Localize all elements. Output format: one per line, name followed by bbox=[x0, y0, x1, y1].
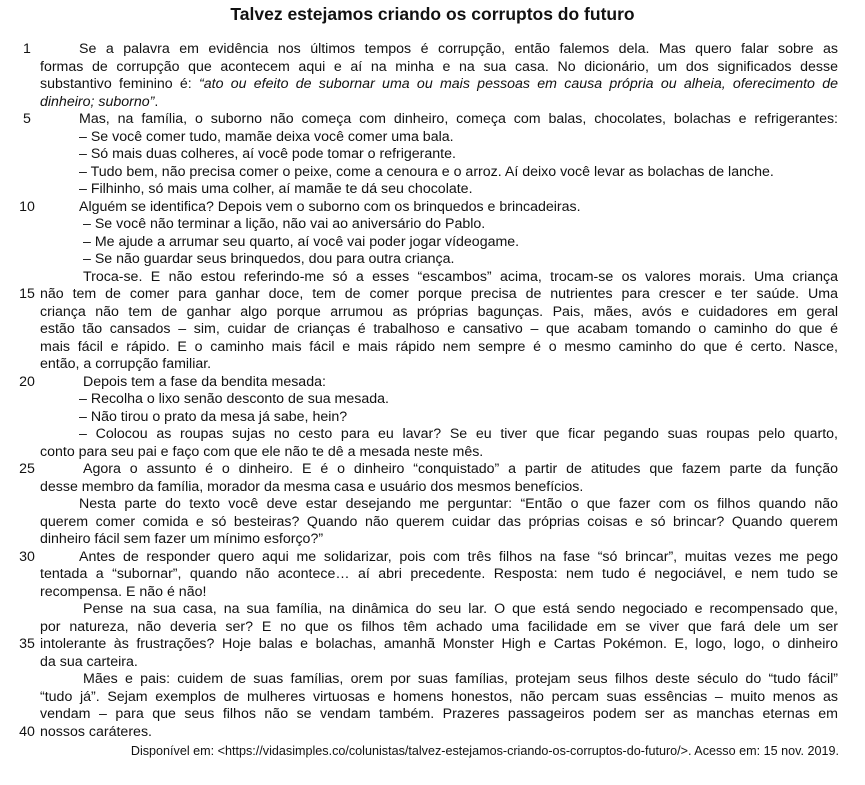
text-line bbox=[79, 129, 454, 147]
line-text: Depois tem a fase da bendita mesada: bbox=[83, 373, 326, 390]
line-number: 10 bbox=[19, 198, 35, 215]
text-line bbox=[40, 724, 152, 742]
article-title: Talvez estejamos criando os corruptos do futuro bbox=[230, 4, 635, 24]
text-line bbox=[40, 479, 583, 497]
text-line bbox=[83, 671, 838, 689]
text-line bbox=[79, 391, 389, 409]
text-line bbox=[40, 321, 838, 339]
text-line bbox=[40, 94, 158, 112]
line-text: desse membro da família, morador da mesma casa e usuário dos mesmos benefícios. bbox=[40, 478, 584, 495]
text-line bbox=[40, 514, 838, 532]
text-line bbox=[79, 111, 838, 129]
line-text: substantivo feminino é: bbox=[40, 76, 200, 92]
text-line bbox=[40, 76, 838, 94]
line-text: Se a palavra em evidência nos últimos tempos é corrupção, então falemos dela. Mas quero falar sobre as bbox=[79, 41, 838, 57]
text-line bbox=[40, 689, 838, 707]
source-citation: Disponível em: <https://vidasimples.co/colunistas/talvez-estejamos-criando-os-corruptos-do-futuro/>. Acesso em: 15 nov. 2019. bbox=[130, 744, 839, 758]
text-line bbox=[79, 409, 347, 427]
line-text: Nesta parte do texto você deve estar desejando me perguntar: “Então o que fazer com os filhos quando não bbox=[79, 496, 838, 512]
text-line bbox=[83, 601, 838, 619]
line-text: “tudo já”. Sejam exemplos de mulheres virtuosas e homens honestos, não percam suas essências – muito menos as bbox=[40, 688, 838, 705]
line-text: tentada a “subornar”, quando não acontece… aí abri precedente. Resposta: nem tudo é negociável, e nem tudo se bbox=[40, 566, 838, 582]
line-text: nossos caráteres. bbox=[40, 723, 152, 740]
text-line bbox=[79, 41, 838, 59]
line-text: Agora o assunto é o dinheiro. E é o dinheiro “conquistado” a partir de atitudes que fazem parte da função bbox=[83, 461, 838, 477]
line-text: Alguém se identifica? Depois vem o suborno com os brinquedos e brincadeiras. bbox=[79, 198, 581, 215]
line-text: Mães e pais: cuidem de suas famílias, orem por suas famílias, protejam seus filhos deste século do “tudo fácil” bbox=[83, 671, 838, 687]
line-text: por natureza, não deveria ser? E no que os filhos têm achado uma facilidade em se viver que fará dele um ser bbox=[40, 618, 838, 635]
line-number: 30 bbox=[19, 548, 35, 565]
line-text: – Recolha o lixo senão desconto de sua mesada. bbox=[79, 391, 389, 407]
line-text: formas de corrupção que acontecem aqui e aí na minha e na sua casa. No dicionário, um dos significados desse bbox=[40, 58, 838, 75]
text-line bbox=[79, 426, 838, 444]
line-text: Troca-se. E não estou referindo-me só a esses “escambos” acima, trocam-se os valores morais. Uma criança bbox=[83, 268, 838, 285]
text-line bbox=[40, 531, 323, 549]
line-number: 25 bbox=[19, 461, 35, 477]
line-text: – Filhinho, só mais uma colher, aí mamãe te dá seu chocolate. bbox=[79, 181, 473, 197]
line-number: 5 bbox=[23, 111, 31, 127]
line-text: Antes de responder quero aqui me solidarizar, pois com três filhos na fase “só brincar”, muitas vezes me pego bbox=[79, 548, 838, 565]
text-line bbox=[40, 619, 838, 637]
text-line bbox=[40, 636, 838, 654]
line-text: – Não tirou o prato da mesa já sabe, hein? bbox=[79, 408, 348, 425]
line-text: – Se você não terminar a lição, não vai ao aniversário do Pablo. bbox=[83, 216, 486, 232]
text-line bbox=[79, 181, 473, 199]
line-text: – Tudo bem, não precisa comer o peixe, come a cenoura e o arroz. Aí deixo você levar as bolachas de lanche. bbox=[79, 163, 774, 180]
text-line bbox=[40, 339, 838, 357]
text-line bbox=[40, 584, 206, 602]
line-italic-quote: “ato ou efeito de subornar uma ou mais pessoas em causa própria ou alheia, oferecimento de bbox=[199, 76, 838, 92]
text-line bbox=[83, 374, 326, 392]
text-line bbox=[79, 549, 838, 567]
line-text: – Colocou as roupas sujas no cesto para eu lavar? Se eu tiver que ficar pegando suas roupas pelo quarto, bbox=[79, 426, 838, 442]
line-text: querem comer comida e só besteiras? Quando não querem cuidar das próprias coisas e só brincar? Quando querem bbox=[40, 513, 838, 530]
text-line bbox=[79, 199, 581, 217]
line-text: vendam – para que seus filhos não se vendam também. Prazeres passageiros podem ser as manchas eternas em bbox=[40, 706, 838, 722]
text-line bbox=[40, 444, 483, 462]
line-text: não tem de comer para ganhar doce, tem de comer porque precisa de nutrientes para crescer e ter saúde. Uma bbox=[40, 286, 838, 302]
line-text: mais fácil e rápido. E o caminho mais fácil e mais rápido nem sempre é o mesmo caminho do que é certo. Nasce, bbox=[40, 338, 838, 355]
line-text: criança não tem de ganhar algo porque arrumou as próprias bagunças. Pais, mães, avós e cuidadores em geral bbox=[40, 303, 838, 320]
text-line bbox=[79, 496, 838, 514]
text-line bbox=[40, 304, 838, 322]
text-line bbox=[83, 234, 519, 252]
text-line bbox=[40, 566, 838, 584]
line-text: – Só mais duas colheres, aí você pode tomar o refrigerante. bbox=[79, 146, 456, 162]
text-line bbox=[83, 461, 838, 479]
line-number: 40 bbox=[19, 723, 35, 740]
line-text: estão tão cansados – sim, cuidar de crianças é trabalhoso e cansativo – que acabam tomando o caminho do que é bbox=[40, 321, 838, 337]
text-line bbox=[40, 706, 838, 724]
line-text: recompensa. E não é não! bbox=[40, 583, 207, 600]
text-line bbox=[40, 356, 211, 374]
line-text-after: . bbox=[154, 93, 159, 110]
text-line bbox=[83, 251, 455, 269]
line-text: dinheiro fácil sem fazer um mínimo esforço?” bbox=[40, 531, 324, 547]
line-number: 15 bbox=[19, 286, 35, 302]
line-number: 1 bbox=[23, 41, 31, 57]
text-line bbox=[79, 146, 456, 164]
line-italic-quote: dinheiro; suborno” bbox=[40, 93, 155, 110]
text-line bbox=[40, 59, 838, 77]
line-text: Pense na sua casa, na sua família, na dinâmica do seu lar. O que está sendo negociado e recompensado que, bbox=[83, 601, 838, 617]
line-text: – Se não guardar seus brinquedos, dou para outra criança. bbox=[83, 251, 455, 267]
line-text: da sua carteira. bbox=[40, 653, 138, 670]
text-line bbox=[40, 286, 838, 304]
line-text: – Me ajude a arrumar seu quarto, aí você vai poder jogar vídeogame. bbox=[83, 233, 520, 250]
line-text: então, a corrupção familiar. bbox=[40, 356, 212, 372]
line-text: – Se você comer tudo, mamãe deixa você comer uma bala. bbox=[79, 128, 454, 145]
line-text: intolerante às frustrações? Hoje balas e bolachas, amanhã Monster High e Cartas Pokémon. E, logo, logo, o dinheiro bbox=[40, 636, 838, 652]
text-line bbox=[83, 269, 838, 287]
line-text: Mas, na família, o suborno não começa com dinheiro, começa com balas, chocolates, bolachas e refrigerantes: bbox=[79, 111, 838, 127]
line-number: 35 bbox=[19, 636, 35, 652]
line-number: 20 bbox=[19, 373, 35, 390]
line-text: conto para seu pai e faço com que ele não te dê a mesada neste mês. bbox=[40, 443, 484, 460]
text-line bbox=[79, 164, 774, 182]
text-line bbox=[40, 654, 138, 672]
text-line bbox=[83, 216, 485, 234]
